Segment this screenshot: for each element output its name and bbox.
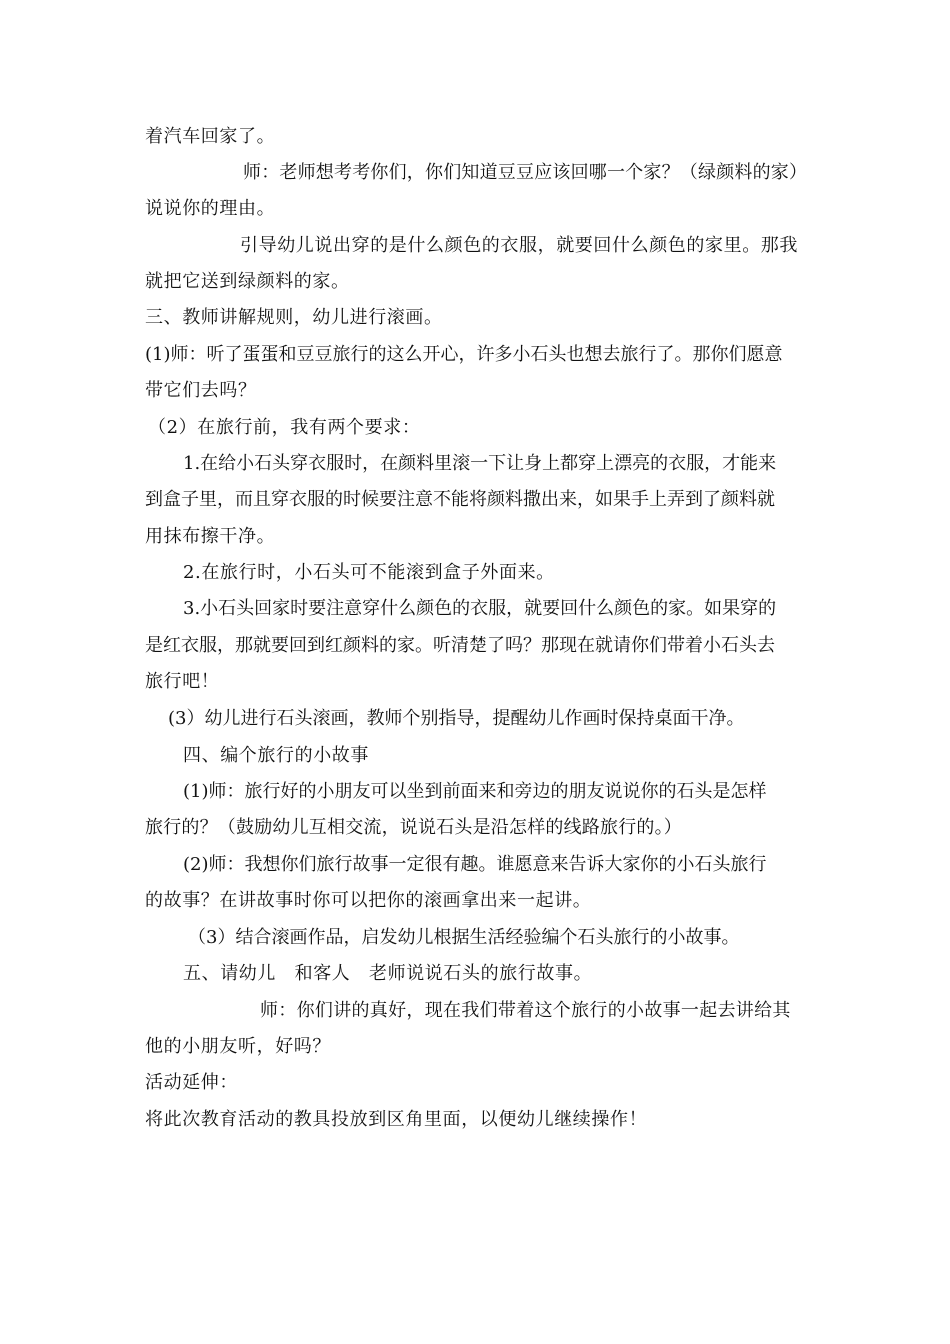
- text-line: (3）幼儿进行石头滚画，教师个别指导，提醒幼儿作画时保持桌面干净。: [168, 708, 745, 729]
- text-line: 1.在给小石头穿衣服时，在颜料里滚一下让身上都穿上漂亮的衣服，才能来: [183, 453, 777, 474]
- section-heading: 五、请幼儿 和客人 老师说说石头的旅行故事。: [183, 963, 593, 984]
- text-line: （3）结合滚画作品，启发幼儿根据生活经验编个石头旅行的小故事。: [188, 927, 740, 948]
- text-line: (2)师：我想你们旅行故事一定很有趣。谁愿意来告诉大家你的小石头旅行: [183, 854, 767, 875]
- section-heading: 四、编个旅行的小故事: [183, 745, 369, 766]
- text-line: 他的小朋友听，好吗？: [145, 1036, 331, 1057]
- section-heading: 活动延伸：: [145, 1072, 238, 1093]
- text-line: 旅行吧！: [145, 671, 220, 692]
- text-line: 师：老师想考考你们，你们知道豆豆应该回哪一个家？（绿颜料的家）: [243, 162, 808, 183]
- text-line: （2）在旅行前，我有两个要求：: [148, 417, 421, 438]
- text-line: 2.在旅行时，小石头可不能滚到盒子外面来。: [183, 562, 555, 583]
- text-line: 着汽车回家了。: [145, 126, 276, 147]
- text-line: 的故事？在讲故事时你可以把你的滚画拿出来一起讲。: [145, 890, 592, 911]
- section-heading: 三、教师讲解规则，幼儿进行滚画。: [145, 307, 443, 328]
- text-line: (1)师：听了蛋蛋和豆豆旅行的这么开心，许多小石头也想去旅行了。那你们愿意: [145, 344, 783, 365]
- text-line: (1)师：旅行好的小朋友可以坐到前面来和旁边的朋友说说你的石头是怎样: [183, 781, 767, 802]
- text-line: 是红衣服，那就要回到红颜料的家。听清楚了吗？那现在就请你们带着小石头去: [145, 635, 775, 656]
- text-line: 用抹布擦干净。: [145, 526, 276, 547]
- text-line: 到盒子里，而且穿衣服的时候要注意不能将颜料撒出来，如果手上弄到了颜料就: [145, 489, 775, 510]
- text-line: 将此次教育活动的教具投放到区角里面，以便幼儿继续操作！: [145, 1109, 648, 1130]
- text-line: 3.小石头回家时要注意穿什么颜色的衣服，就要回什么颜色的家。如果穿的: [183, 598, 777, 619]
- text-line: 旅行的？（鼓励幼儿互相交流，说说石头是沿怎样的线路旅行的。）: [145, 817, 682, 838]
- text-line: 带它们去吗？: [145, 380, 257, 401]
- text-line: 就把它送到绿颜料的家。: [145, 271, 350, 292]
- text-line: 说说你的理由。: [145, 198, 276, 219]
- text-line: 引导幼儿说出穿的是什么颜色的衣服，就要回什么颜色的家里。那我: [240, 235, 798, 256]
- text-line: 师：你们讲的真好，现在我们带着这个旅行的小故事一起去讲给其: [260, 1000, 791, 1021]
